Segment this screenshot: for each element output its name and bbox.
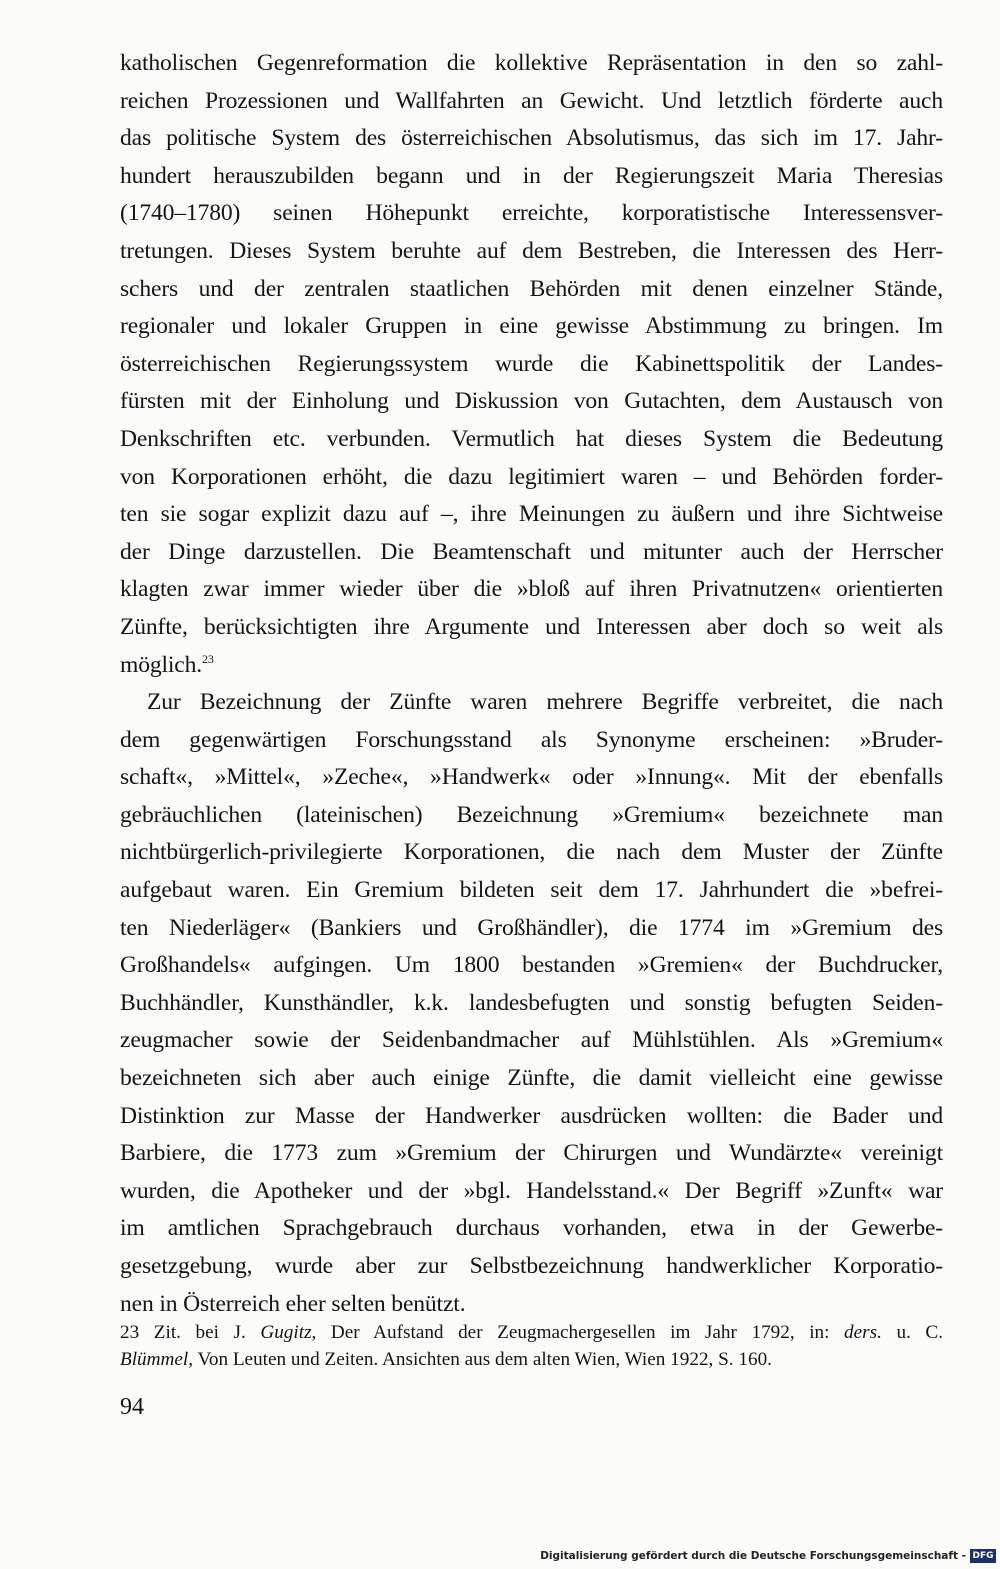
paragraph-first-line: Zur Bezeichnung der Zünfte waren mehrere Begriffe verbreitet, die nach [147, 689, 943, 716]
footnote-author: Gugitz [260, 1322, 312, 1343]
footnote-text: u. C. [881, 1322, 943, 1343]
text-line: katholischen Gegenreformation die kollektive Repräsentation in den so zahl- [120, 50, 943, 76]
text-line: Barbiere, die 1773 zum »Gremium der Chirurgen und Wundärzte« vereinigt [120, 1140, 943, 1167]
text-line: klagten zwar immer wieder über die »bloß auf ihren Privatnutzen« orientierten [120, 576, 943, 603]
text-line: österreichischen Regierungssystem wurde die Kabinettspolitik der Landes- [120, 350, 943, 377]
text-line: schers und der zentralen staatlichen Behörden mit denen einzelner Stände, [120, 275, 943, 302]
text-line: ten Niederläger« (Bankiers und Großhändler), die 1774 im »Gremium des [120, 914, 943, 941]
digitization-notice-text: Digitalisierung gefördert durch die Deutsche Forschungsgemeinschaft - [540, 1550, 966, 1562]
footnote-text: , Der Aufstand der Zeugmachergesellen im Jahr 1792, in: [311, 1322, 845, 1343]
text-line: tretungen. Dieses System beruhte auf dem Bestreben, die Interessen des Herr- [120, 237, 943, 264]
text-line: nen in Österreich eher selten benützt. [120, 1290, 466, 1317]
text-line: aufgebaut waren. Ein Gremium bildeten seit dem 17. Jahrhundert die »befrei- [120, 877, 943, 904]
text-line: dem gegenwärtigen Forschungsstand als Synonyme erscheinen: »Bruder- [120, 726, 943, 753]
text-line [120, 647, 943, 685]
dfg-logo-icon: DFG [970, 1549, 996, 1563]
text-line: gesetzgebung, wurde aber zur Selbstbezeichnung handwerklicher Korporatio- [120, 1253, 943, 1279]
text-line: der Dinge darzustellen. Die Beamtenschaft und mitunter auch der Herrscher [120, 538, 943, 565]
text-line: (1740–1780) seinen Höhepunkt erreichte, korporatistische Interessensver- [120, 200, 943, 227]
text-line: bezeichneten sich aber auch einige Zünfte, die damit vielleicht eine gewisse [120, 1065, 943, 1092]
text-line: gebräuchlichen (lateinischen) Bezeichnung »Gremium« bezeichnete man [120, 801, 943, 828]
footnote-author: ders. [844, 1322, 882, 1343]
text-line: Großhandels« aufgingen. Um 1800 bestanden »Gremien« der Buchdrucker, [120, 952, 943, 979]
page-number: 94 [120, 1394, 144, 1420]
body-text [120, 45, 943, 1323]
footnote-line [120, 1346, 943, 1373]
text-line: hundert herauszubilden begann und in der Regierungszeit Maria Theresias [120, 162, 943, 189]
footnote [120, 1319, 943, 1373]
text-line: Zünfte, berücksichtigten ihre Argumente und Interessen aber doch so weit als [120, 613, 943, 640]
text-line: zeugmacher sowie der Seidenbandmacher auf Mühlstühlen. Als »Gremium« [120, 1027, 943, 1054]
text-line: von Korporationen erhöht, die dazu legitimiert waren – und Behörden forder- [120, 463, 943, 490]
footnote-number: 23 [120, 1322, 140, 1343]
footnote-text: , Von Leuten und Zeiten. Ansichten aus dem alten Wien, Wien 1922, S. 160. [188, 1349, 772, 1370]
text-line: wurden, die Apotheker und der »bgl. Handelsstand.« Der Begriff »Zunft« war [120, 1177, 943, 1204]
text-line: fürsten mit der Einholung und Diskussion von Gutachten, dem Austausch von [120, 388, 943, 415]
text-line-content: möglich. [120, 651, 203, 678]
digitization-notice [540, 1549, 996, 1563]
text-line: Denkschriften etc. verbunden. Vermutlich hat dieses System die Bedeutung [120, 425, 943, 452]
text-line: Buchhändler, Kunsthändler, k.k. landesbefugten und sonstig befugten Seiden- [120, 989, 943, 1016]
text-line: schaft«, »Mittel«, »Zeche«, »Handwerk« oder »Innung«. Mit der ebenfalls [120, 764, 943, 791]
text-line: nichtbürgerlich-privilegierte Korporationen, die nach dem Muster der Zünfte [120, 839, 943, 866]
text-line: Distinktion zur Masse der Handwerker ausdrücken wollten: die Bader und [120, 1102, 943, 1129]
text-line: regionaler und lokaler Gruppen in eine gewisse Abstimmung zu bringen. Im [120, 313, 943, 340]
footnote-reference[interactable]: 23 [202, 651, 214, 666]
footnote-author: Blümmel [120, 1349, 189, 1370]
footnote-text: Zit. bei J. [153, 1322, 261, 1343]
text-line: das politische System des österreichischen Absolutismus, das sich im 17. Jahr- [120, 125, 943, 152]
footnote-line [120, 1319, 943, 1346]
text-line: ten sie sogar explizit dazu auf –, ihre Meinungen zu äußern und ihre Sichtweise [120, 501, 943, 528]
text-line: im amtlichen Sprachgebrauch durchaus vorhanden, etwa in der Gewerbe- [120, 1215, 943, 1242]
text-line: reichen Prozessionen und Wallfahrten an Gewicht. Und letztlich förderte auch [120, 87, 943, 114]
